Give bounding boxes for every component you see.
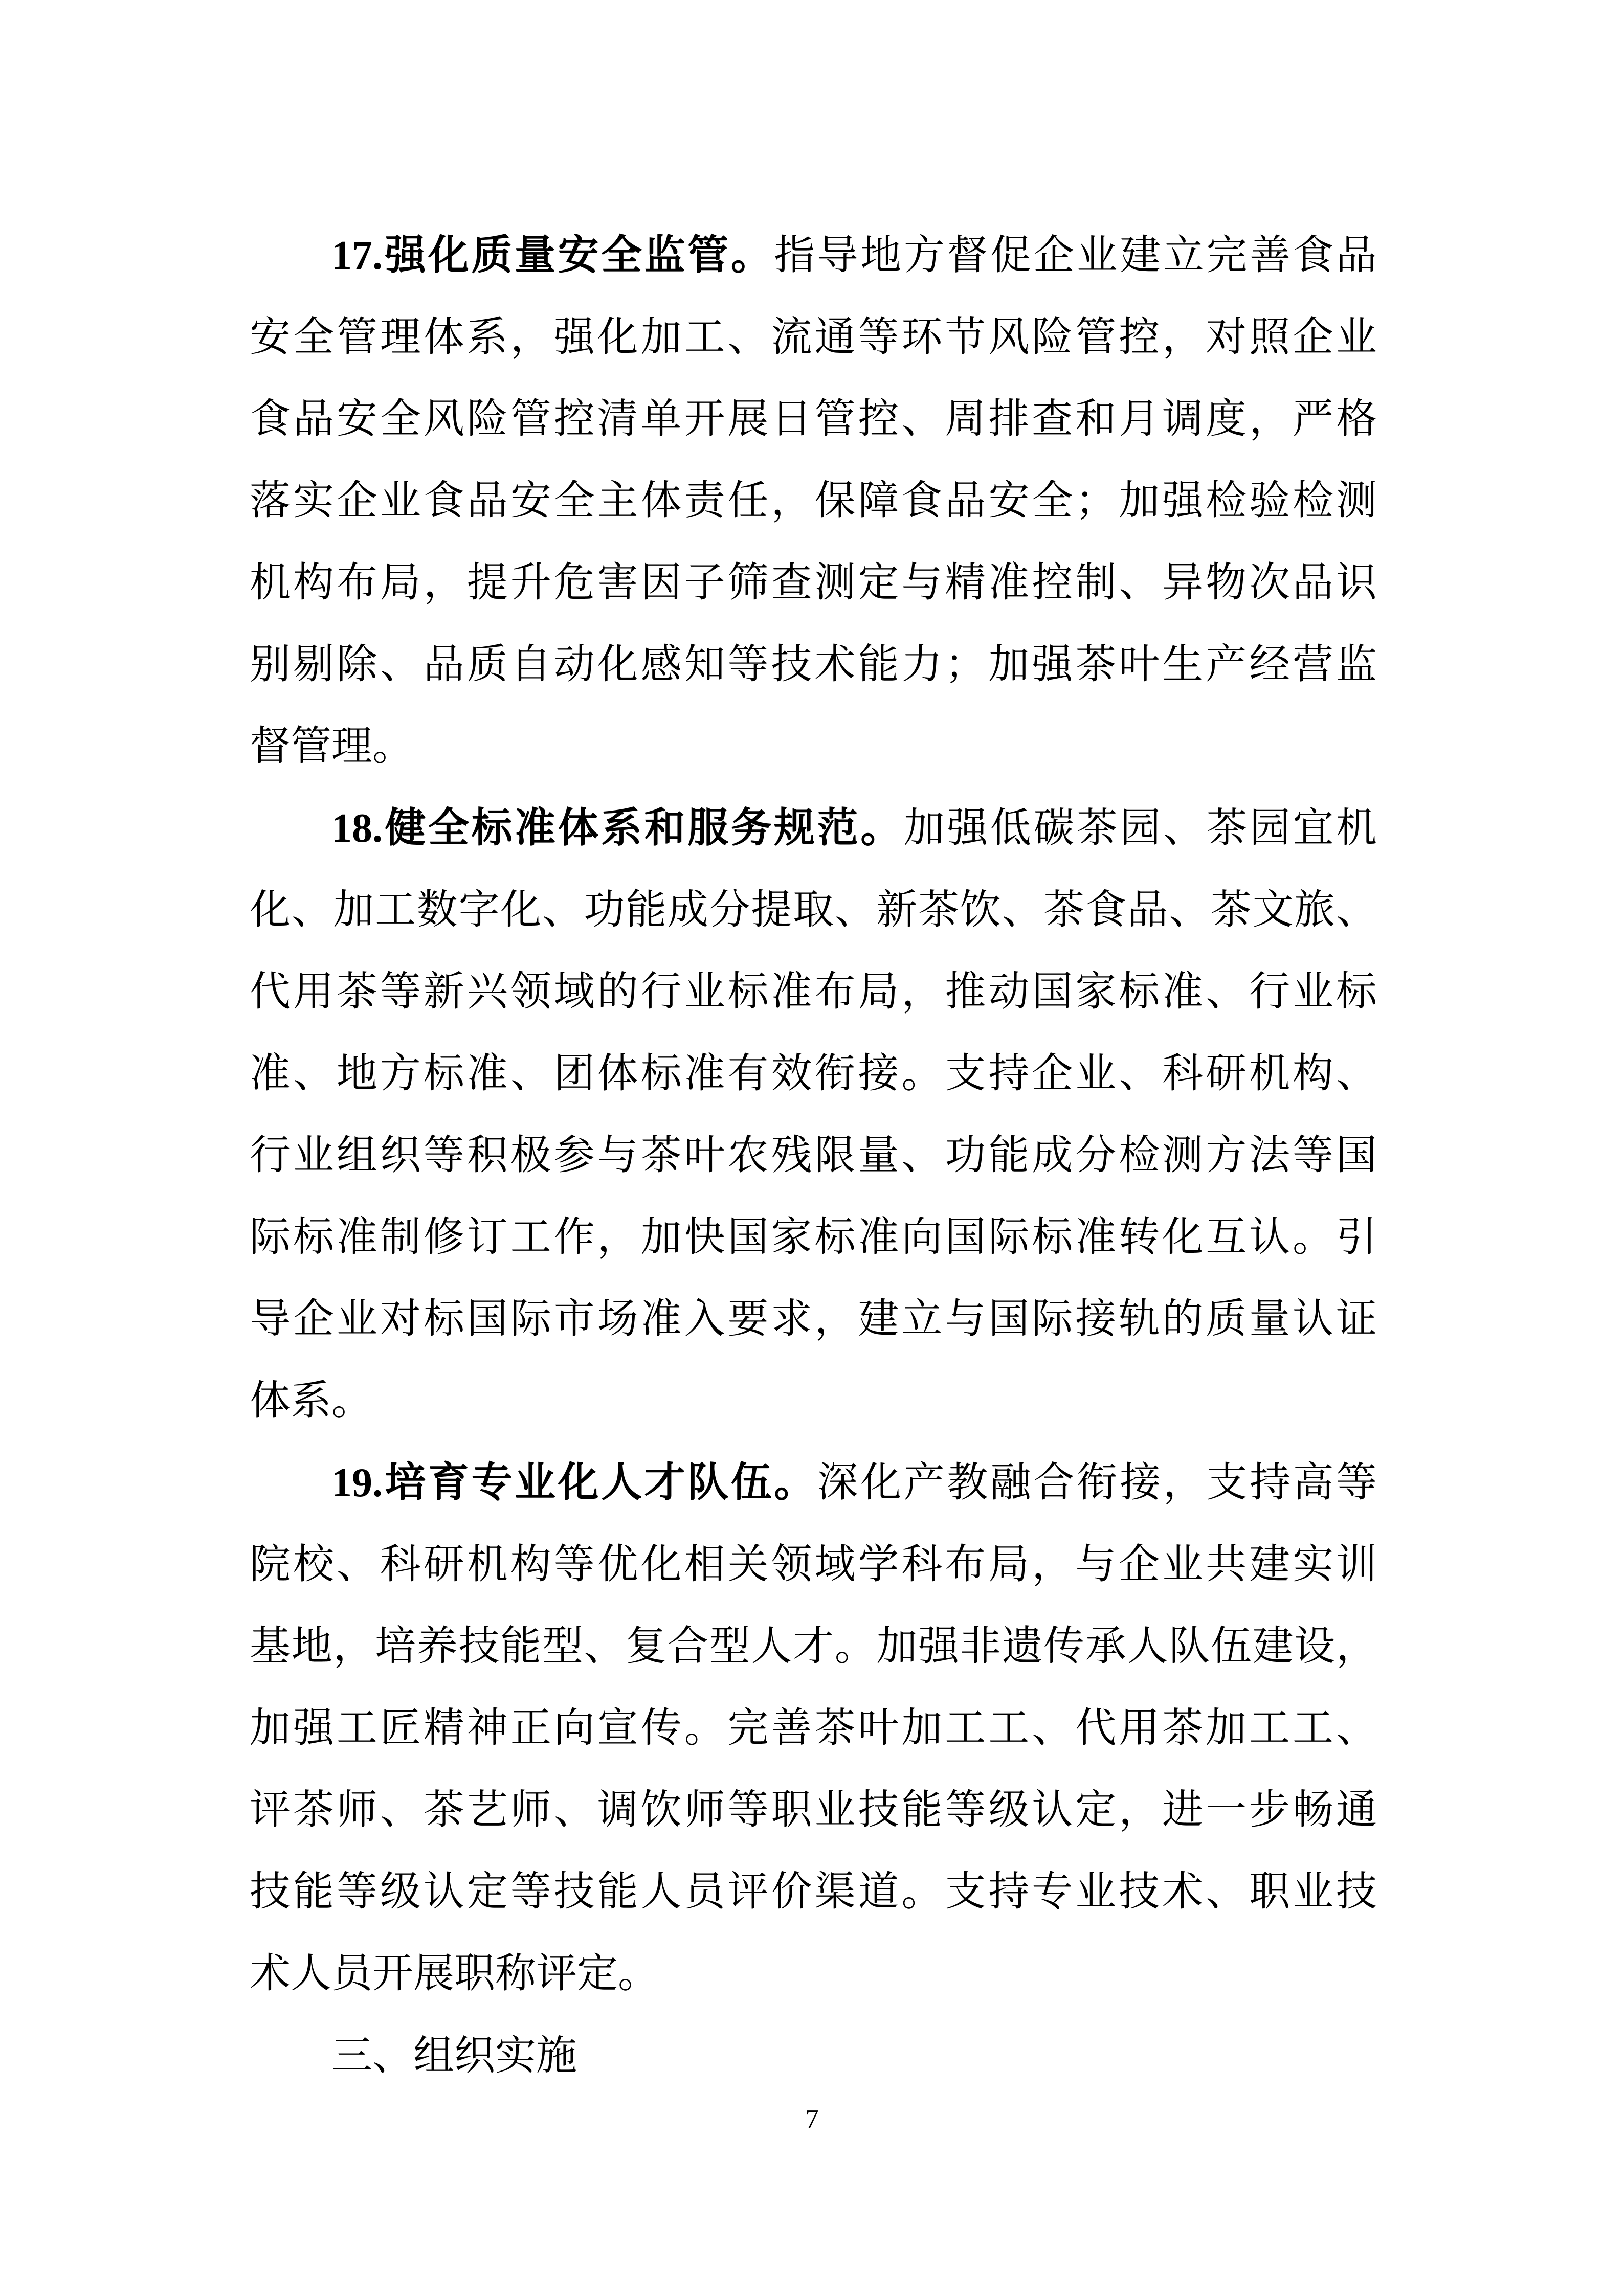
paragraph-text: 机构布局，提升危害因子筛查测定与精准控制、异物次品识 bbox=[250, 560, 1377, 605]
text-line bbox=[250, 1933, 1377, 2015]
paragraph-text: 指导地方督促企业建立完善食品 bbox=[774, 233, 1377, 278]
section-3-heading bbox=[250, 2015, 1377, 2097]
paragraph-text: 落实企业食品安全主体责任，保障食品安全；加强检验检测 bbox=[250, 479, 1377, 524]
text-line bbox=[250, 1606, 1377, 1687]
text-line bbox=[250, 787, 1377, 869]
page-number: 7 bbox=[805, 2105, 819, 2134]
text-line bbox=[250, 460, 1377, 542]
paragraph-text: 别剔除、品质自动化感知等技术能力；加强茶叶生产经营监 bbox=[250, 642, 1377, 687]
text-line bbox=[250, 1851, 1377, 1933]
paragraph-text: 加强工匠精神正向宣传。完善茶叶加工工、代用茶加工工、 bbox=[250, 1706, 1377, 1751]
text-line bbox=[250, 1360, 1377, 1442]
text-line bbox=[250, 951, 1377, 1033]
paragraph-text: 化、加工数字化、功能成分提取、新茶饮、茶食品、茶文旅、 bbox=[250, 888, 1377, 933]
paragraph-text: 际标准制修订工作，加快国家标准向国际标准转化互认。引 bbox=[250, 1215, 1377, 1260]
paragraph-text: 代用茶等新兴领域的行业标准布局，推动国家标准、行业标 bbox=[250, 970, 1377, 1015]
text-line bbox=[250, 542, 1377, 624]
paragraph-text: 院校、科研机构等优化相关领域学科布局，与企业共建实训 bbox=[250, 1542, 1377, 1587]
text-line bbox=[250, 1524, 1377, 1606]
paragraph-text: 行业组织等积极参与茶叶农残限量、功能成分检测方法等国 bbox=[250, 1133, 1377, 1178]
text-line bbox=[250, 1769, 1377, 1851]
text-line bbox=[250, 1687, 1377, 1769]
paragraph-text: 基地，培养技能型、复合型人才。加强非遗传承人队伍建设， bbox=[250, 1624, 1377, 1669]
text-line bbox=[250, 706, 1377, 787]
paragraph-text: 食品安全风险管控清单开展日管控、周排查和月调度，严格 bbox=[250, 397, 1377, 442]
paragraph-lead-emphasis: 18.健全标准体系和服务规范。 bbox=[331, 806, 904, 851]
paragraph-text: 术人员开展职称评定。 bbox=[250, 1951, 659, 1996]
paragraph-text: 体系。 bbox=[250, 1379, 372, 1424]
text-line bbox=[250, 869, 1377, 951]
paragraph-text: 加强低碳茶园、茶园宜机 bbox=[903, 806, 1377, 851]
text-line bbox=[250, 297, 1377, 378]
text-line bbox=[250, 2015, 1377, 2097]
paragraph-text: 三、组织实施 bbox=[331, 2033, 577, 2078]
paragraph-text: 评茶师、茶艺师、调饮师等职业技能等级认定，进一步畅通 bbox=[250, 1788, 1377, 1833]
paragraph-text: 督管理。 bbox=[250, 724, 413, 769]
text-line bbox=[250, 1033, 1377, 1115]
text-line bbox=[250, 624, 1377, 706]
paragraph-text: 安全管理体系，强化加工、流通等环节风险管控，对照企业 bbox=[250, 315, 1377, 360]
paragraph-text: 准、地方标准、团体标准有效衔接。支持企业、科研机构、 bbox=[250, 1051, 1377, 1096]
paragraph-text: 导企业对标国际市场准入要求，建立与国际接轨的质量认证 bbox=[250, 1297, 1377, 1342]
paragraph-lead-emphasis: 19.培育专业化人才队伍。 bbox=[331, 1460, 817, 1505]
text-line bbox=[250, 1115, 1377, 1197]
item-17 bbox=[250, 215, 1377, 787]
text-line bbox=[250, 1442, 1377, 1524]
item-19 bbox=[250, 1442, 1377, 2015]
text-line bbox=[250, 215, 1377, 297]
document-body bbox=[250, 215, 1377, 2097]
text-line bbox=[250, 378, 1377, 460]
paragraph-text: 深化产教融合衔接，支持高等 bbox=[817, 1460, 1377, 1505]
paragraph-text: 技能等级认定等技能人员评价渠道。支持专业技术、职业技 bbox=[250, 1870, 1377, 1915]
paragraph-lead-emphasis: 17.强化质量安全监管。 bbox=[331, 233, 774, 278]
text-line bbox=[250, 1278, 1377, 1360]
item-18 bbox=[250, 787, 1377, 1442]
text-line bbox=[250, 1197, 1377, 1278]
